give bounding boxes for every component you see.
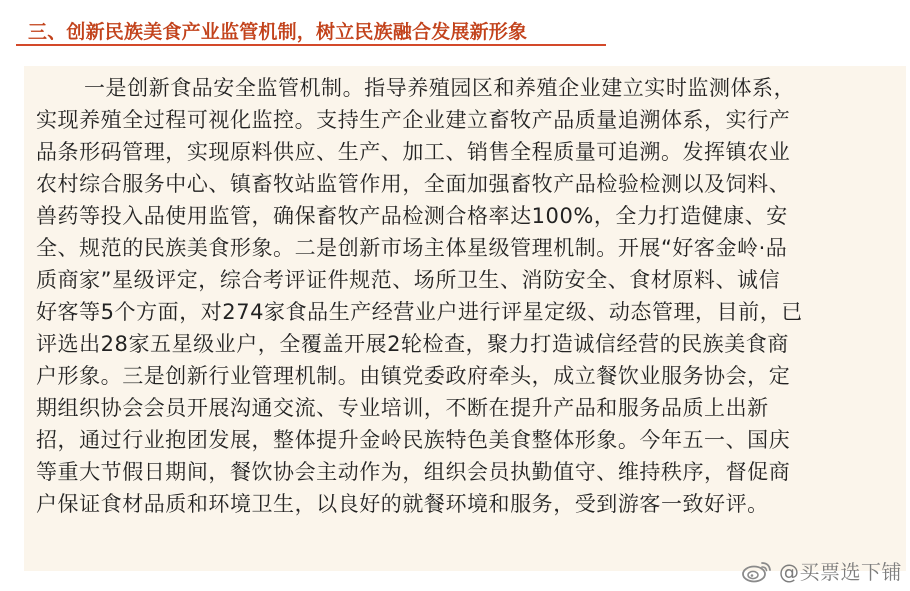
body-line: 等重大节假日期间，餐饮协会主动作为，组织会员执勤值守、维持秩序，督促商	[36, 460, 791, 484]
watermark	[741, 556, 902, 585]
body-line: 实现养殖全过程可视化监控。支持生产企业建立畜牧产品质量追溯体系，实行产	[36, 108, 791, 132]
body-line: 质商家”星级评定，综合考评证件规范、场所卫生、消防安全、食材原料、诚信	[36, 268, 781, 292]
content-box	[24, 66, 906, 571]
body-line: 品条形码管理，实现原料供应、生产、加工、销售全程质量可追溯。发挥镇农业	[36, 140, 791, 164]
body-line: 一是创新食品安全监管机制。指导养殖园区和养殖企业建立实时监测体系，	[84, 76, 796, 100]
body-line: 好客等5个方面，对274家食品生产经营业户进行评星定级、动态管理，目前，已	[36, 300, 803, 324]
body-line: 兽药等投入品使用监管，确保畜牧产品检测合格率达100%，全力打造健康、安	[36, 204, 788, 228]
body-line: 评选出28家五星级业户，全覆盖开展2轮检查，聚力打造诚信经营的民族美食商	[36, 332, 789, 356]
body-line: 户形象。三是创新行业管理机制。由镇党委政府牵头，成立餐饮业服务协会，定	[36, 364, 791, 388]
body-line: 农村综合服务中心、镇畜牧站监管作用，全面加强畜牧产品检验检测以及饲料、	[36, 172, 791, 196]
heading-underline	[16, 44, 606, 46]
weibo-icon	[741, 559, 773, 583]
body-line: 全、规范的民族美食形象。二是创新市场主体星级管理机制。开展“好客金岭·品	[36, 236, 788, 260]
body-line: 期组织协会会员开展沟通交流、专业培训，不断在提升产品和服务品质上出新	[36, 396, 769, 420]
body-line: 招，通过行业抱团发展，整体提升金岭民族特色美食整体形象。今年五一、国庆	[36, 428, 791, 452]
body-line: 户保证食材品质和环境卫生，以良好的就餐环境和服务，受到游客一致好评。	[36, 492, 769, 516]
section-heading	[16, 10, 606, 46]
section-heading-text: 三、创新民族美食产业监管机制，树立民族融合发展新形象	[28, 21, 528, 43]
watermark-text: @买票选下铺	[779, 560, 902, 584]
